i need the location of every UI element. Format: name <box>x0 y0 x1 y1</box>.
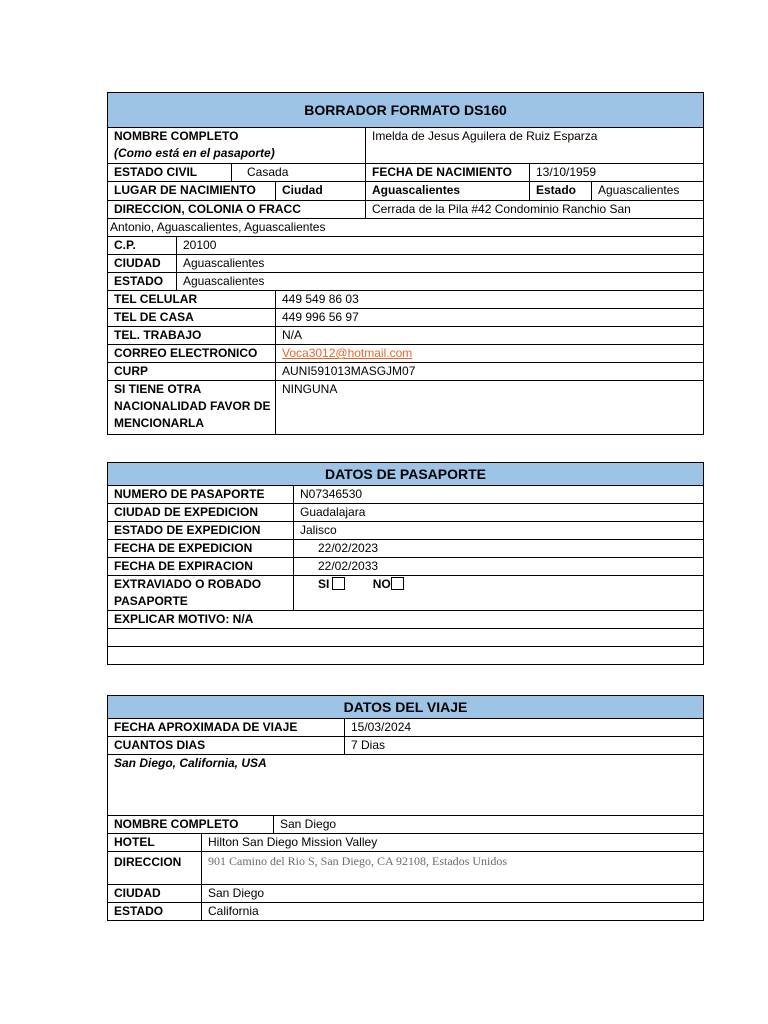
extraviado-label: EXTRAVIADO O ROBADO PASAPORTE <box>108 576 294 611</box>
destino: San Diego, California, USA <box>108 755 704 816</box>
ciudad-expedicion-value: Guadalajara <box>294 504 704 522</box>
nacionalidad-label: SI TIENE OTRA NACIONALIDAD FAVOR DE MENCIONARLA <box>108 381 276 435</box>
ciudad2-label: CIUDAD <box>108 255 177 273</box>
cuantos-dias-value: 7 Dias <box>345 737 704 755</box>
tel-trabajo-label: TEL. TRABAJO <box>108 327 276 345</box>
nombre-label: NOMBRE COMPLETO (Como está en el pasaporte) <box>108 128 366 164</box>
si-label: SI <box>318 577 330 591</box>
personal-data-table <box>107 92 704 435</box>
cp-value: 20100 <box>177 237 704 255</box>
email-link[interactable]: Voca3012@hotmail.com <box>282 346 413 360</box>
ciudad-label: Ciudad <box>276 182 366 201</box>
tel-trabajo-value: N/A <box>276 327 704 345</box>
tel-casa-label: TEL DE CASA <box>108 309 276 327</box>
ciudad-value: Aguascalientes <box>366 182 530 201</box>
ciudad2-value: Aguascalientes <box>177 255 704 273</box>
ciudad-value: San Diego <box>202 885 704 903</box>
fecha-expedicion-label: FECHA DE EXPEDICION <box>108 540 294 558</box>
curp-label: CURP <box>108 363 276 381</box>
section-title: DATOS DEL VIAJE <box>108 696 704 719</box>
trip-data-table <box>107 695 704 921</box>
direccion-value: Cerrada de la Pila #42 Condominio Ranchio San <box>366 201 704 219</box>
extraviado-options <box>294 576 704 611</box>
fecha-expiracion-value: 22/02/2033 <box>294 558 704 576</box>
tel-celular-label: TEL CELULAR <box>108 291 276 309</box>
section-title: DATOS DE PASAPORTE <box>108 463 704 486</box>
empty-row <box>108 647 704 665</box>
lugar-nacimiento-label: LUGAR DE NACIMIENTO <box>108 182 276 201</box>
explicar-motivo-label: EXPLICAR MOTIVO: N/A <box>108 611 704 629</box>
no-label: NO <box>372 577 391 591</box>
estado-civil-value: Casada <box>232 164 366 182</box>
correo-label: CORREO ELECTRONICO <box>108 345 276 363</box>
fecha-viaje-value: 15/03/2024 <box>345 719 704 737</box>
estado-civil-label: ESTADO CIVIL <box>108 164 232 182</box>
numero-pasaporte-label: NUMERO DE PASAPORTE <box>108 486 294 504</box>
si-checkbox[interactable] <box>332 577 345 590</box>
nombre-value: Imelda de Jesus Aguilera de Ruiz Esparza <box>366 128 704 164</box>
ciudad-expedicion-label: CIUDAD DE EXPEDICION <box>108 504 294 522</box>
ciudad-label: CIUDAD <box>108 885 202 903</box>
nombre-label: NOMBRE COMPLETO <box>108 816 274 834</box>
estado-label: ESTADO <box>108 903 202 921</box>
section-title: BORRADOR FORMATO DS160 <box>108 93 704 128</box>
direccion-continuation: Antonio, Aguascalientes, Aguascalientes <box>108 219 704 237</box>
estado-value: California <box>202 903 704 921</box>
tel-casa-value: 449 996 56 97 <box>276 309 704 327</box>
tel-celular-value: 449 549 86 03 <box>276 291 704 309</box>
empty-row <box>108 629 704 647</box>
numero-pasaporte-value: N07346530 <box>294 486 704 504</box>
direccion-label: DIRECCION, COLONIA O FRACC <box>108 201 366 219</box>
direccion-value: 901 Camino del Rio S, San Diego, CA 92108, Estados Unidos <box>202 852 704 885</box>
estado-expedicion-value: Jalisco <box>294 522 704 540</box>
nacionalidad-value: NINGUNA <box>276 381 704 435</box>
passport-data-table <box>107 462 704 665</box>
fecha-viaje-label: FECHA APROXIMADA DE VIAJE <box>108 719 345 737</box>
fecha-nacimiento-label: FECHA DE NACIMIENTO <box>366 164 530 182</box>
estado-expedicion-label: ESTADO DE EXPEDICION <box>108 522 294 540</box>
estado2-label: ESTADO <box>108 273 177 291</box>
fecha-expiracion-label: FECHA DE EXPIRACION <box>108 558 294 576</box>
estado-label: Estado <box>530 182 592 201</box>
hotel-label: HOTEL <box>108 834 202 852</box>
direccion-label: DIRECCION <box>108 852 202 885</box>
cp-label: C.P. <box>108 237 177 255</box>
cuantos-dias-label: CUANTOS DIAS <box>108 737 345 755</box>
hotel-value: Hilton San Diego Mission Valley <box>202 834 704 852</box>
no-checkbox[interactable] <box>391 577 404 590</box>
estado2-value: Aguascalientes <box>177 273 704 291</box>
nombre-value: San Diego <box>274 816 704 834</box>
curp-value: AUNI591013MASGJM07 <box>276 363 704 381</box>
fecha-expedicion-value: 22/02/2023 <box>294 540 704 558</box>
fecha-nacimiento-value: 13/10/1959 <box>530 164 704 182</box>
estado-value: Aguascalientes <box>592 182 704 201</box>
